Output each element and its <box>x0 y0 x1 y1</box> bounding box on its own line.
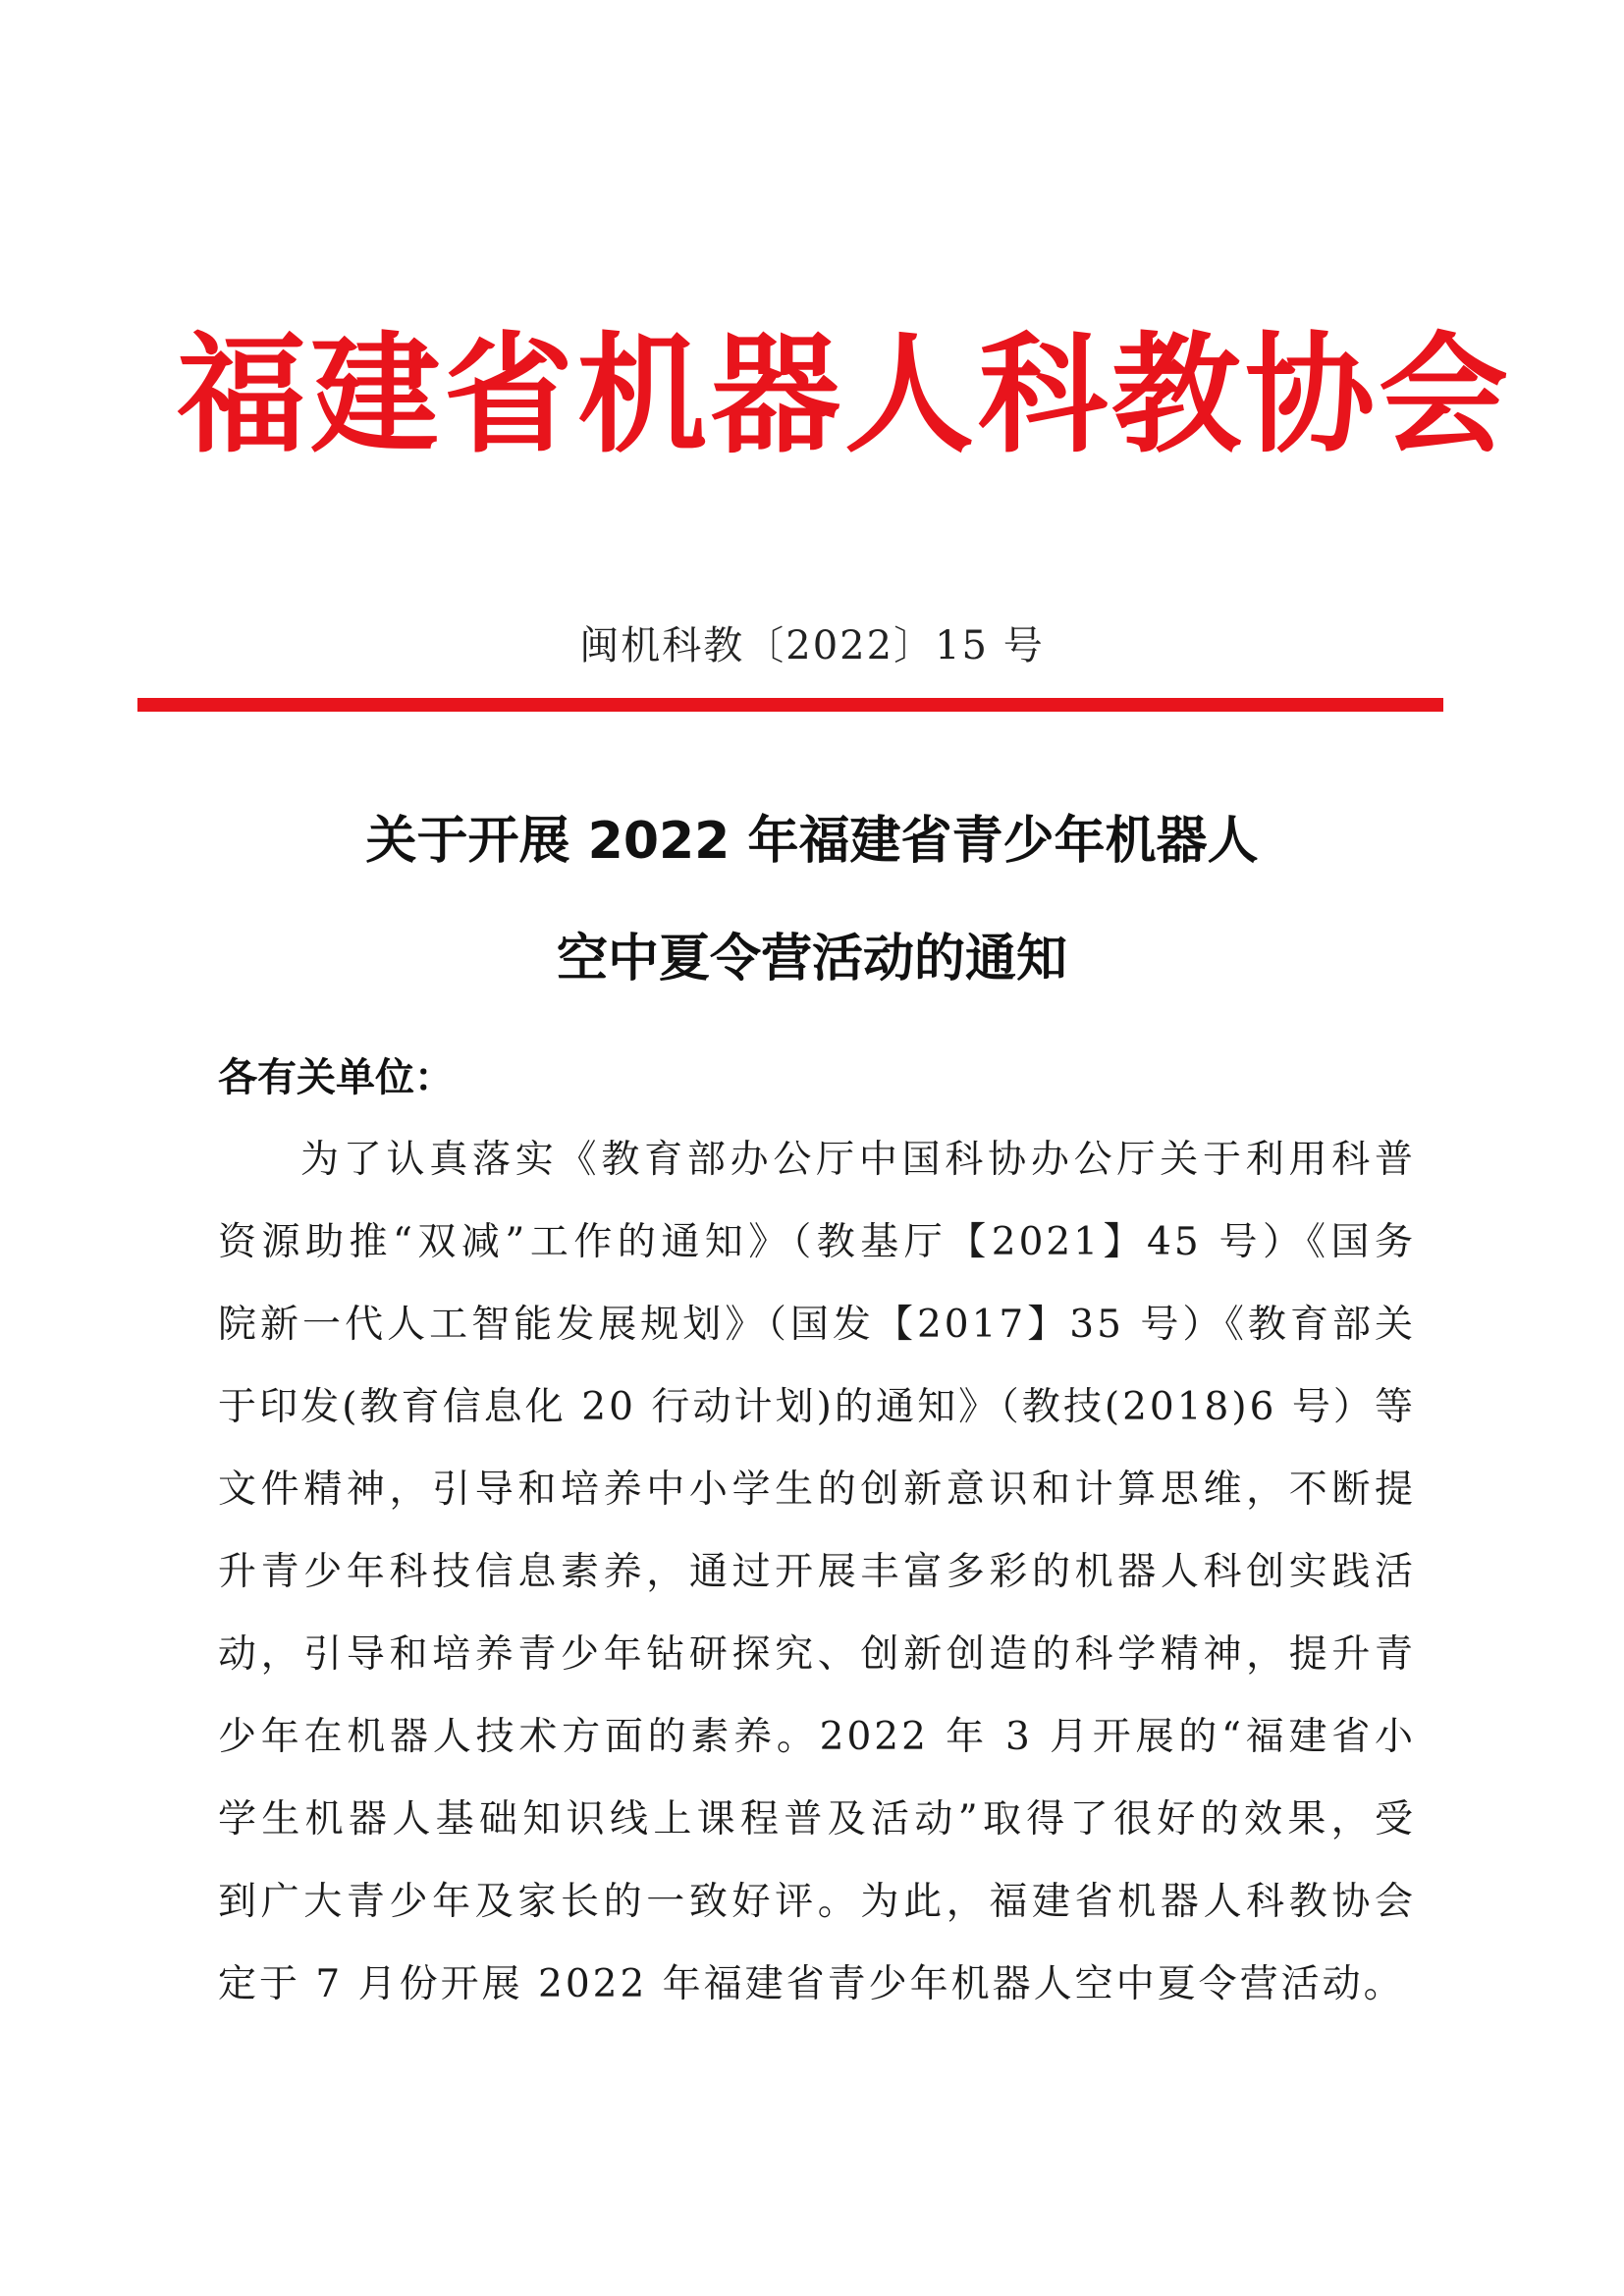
body-line: 于印发(教育信息化 20 行动计划)的通知》（教技(2018)6 号）等 <box>218 1385 1416 1429</box>
letterhead-org-name: 福建省机器人科教协会 <box>177 320 1512 471</box>
body-line: 到广大青少年及家长的一致好评。为此，福建省机器人科教协会 <box>218 1880 1416 1924</box>
body-line: 资源助推“双减”工作的通知》（教基厅【2021】45 号）《国务 <box>218 1220 1416 1264</box>
body-line: 院新一代人工智能发展规划》（国发【2017】35 号）《教育部关 <box>218 1303 1416 1347</box>
salutation: 各有关单位： <box>218 1055 454 1100</box>
body-line: 升青少年科技信息素养，通过开展丰富多彩的机器人科创实践活 <box>218 1550 1416 1594</box>
body-line: 学生机器人基础知识线上课程普及活动”取得了很好的效果，受 <box>218 1797 1416 1842</box>
document-number: 闽机科教〔2022〕15 号 <box>579 623 1045 668</box>
body-line: 动，引导和培养青少年钻研探究、创新创造的科学精神，提升青 <box>218 1632 1416 1677</box>
notice-title-line-2: 空中夏令营活动的通知 <box>556 930 1067 988</box>
body-line: 定于 7 月份开展 2022 年福建省青少年机器人空中夏令营活动。 <box>218 1962 1405 2006</box>
body-line: 少年在机器人技术方面的素养。2022 年 3 月开展的“福建省小 <box>218 1715 1416 1759</box>
body-line: 文件精神，引导和培养中小学生的创新意识和计算思维，不断提 <box>218 1468 1416 1512</box>
letterhead-red-rule <box>137 698 1443 712</box>
notice-title-line-1: 关于开展 2022 年福建省青少年机器人 <box>365 812 1259 871</box>
body-line: 为了认真落实《教育部办公厅中国科协办公厅关于利用科普 <box>300 1138 1416 1182</box>
